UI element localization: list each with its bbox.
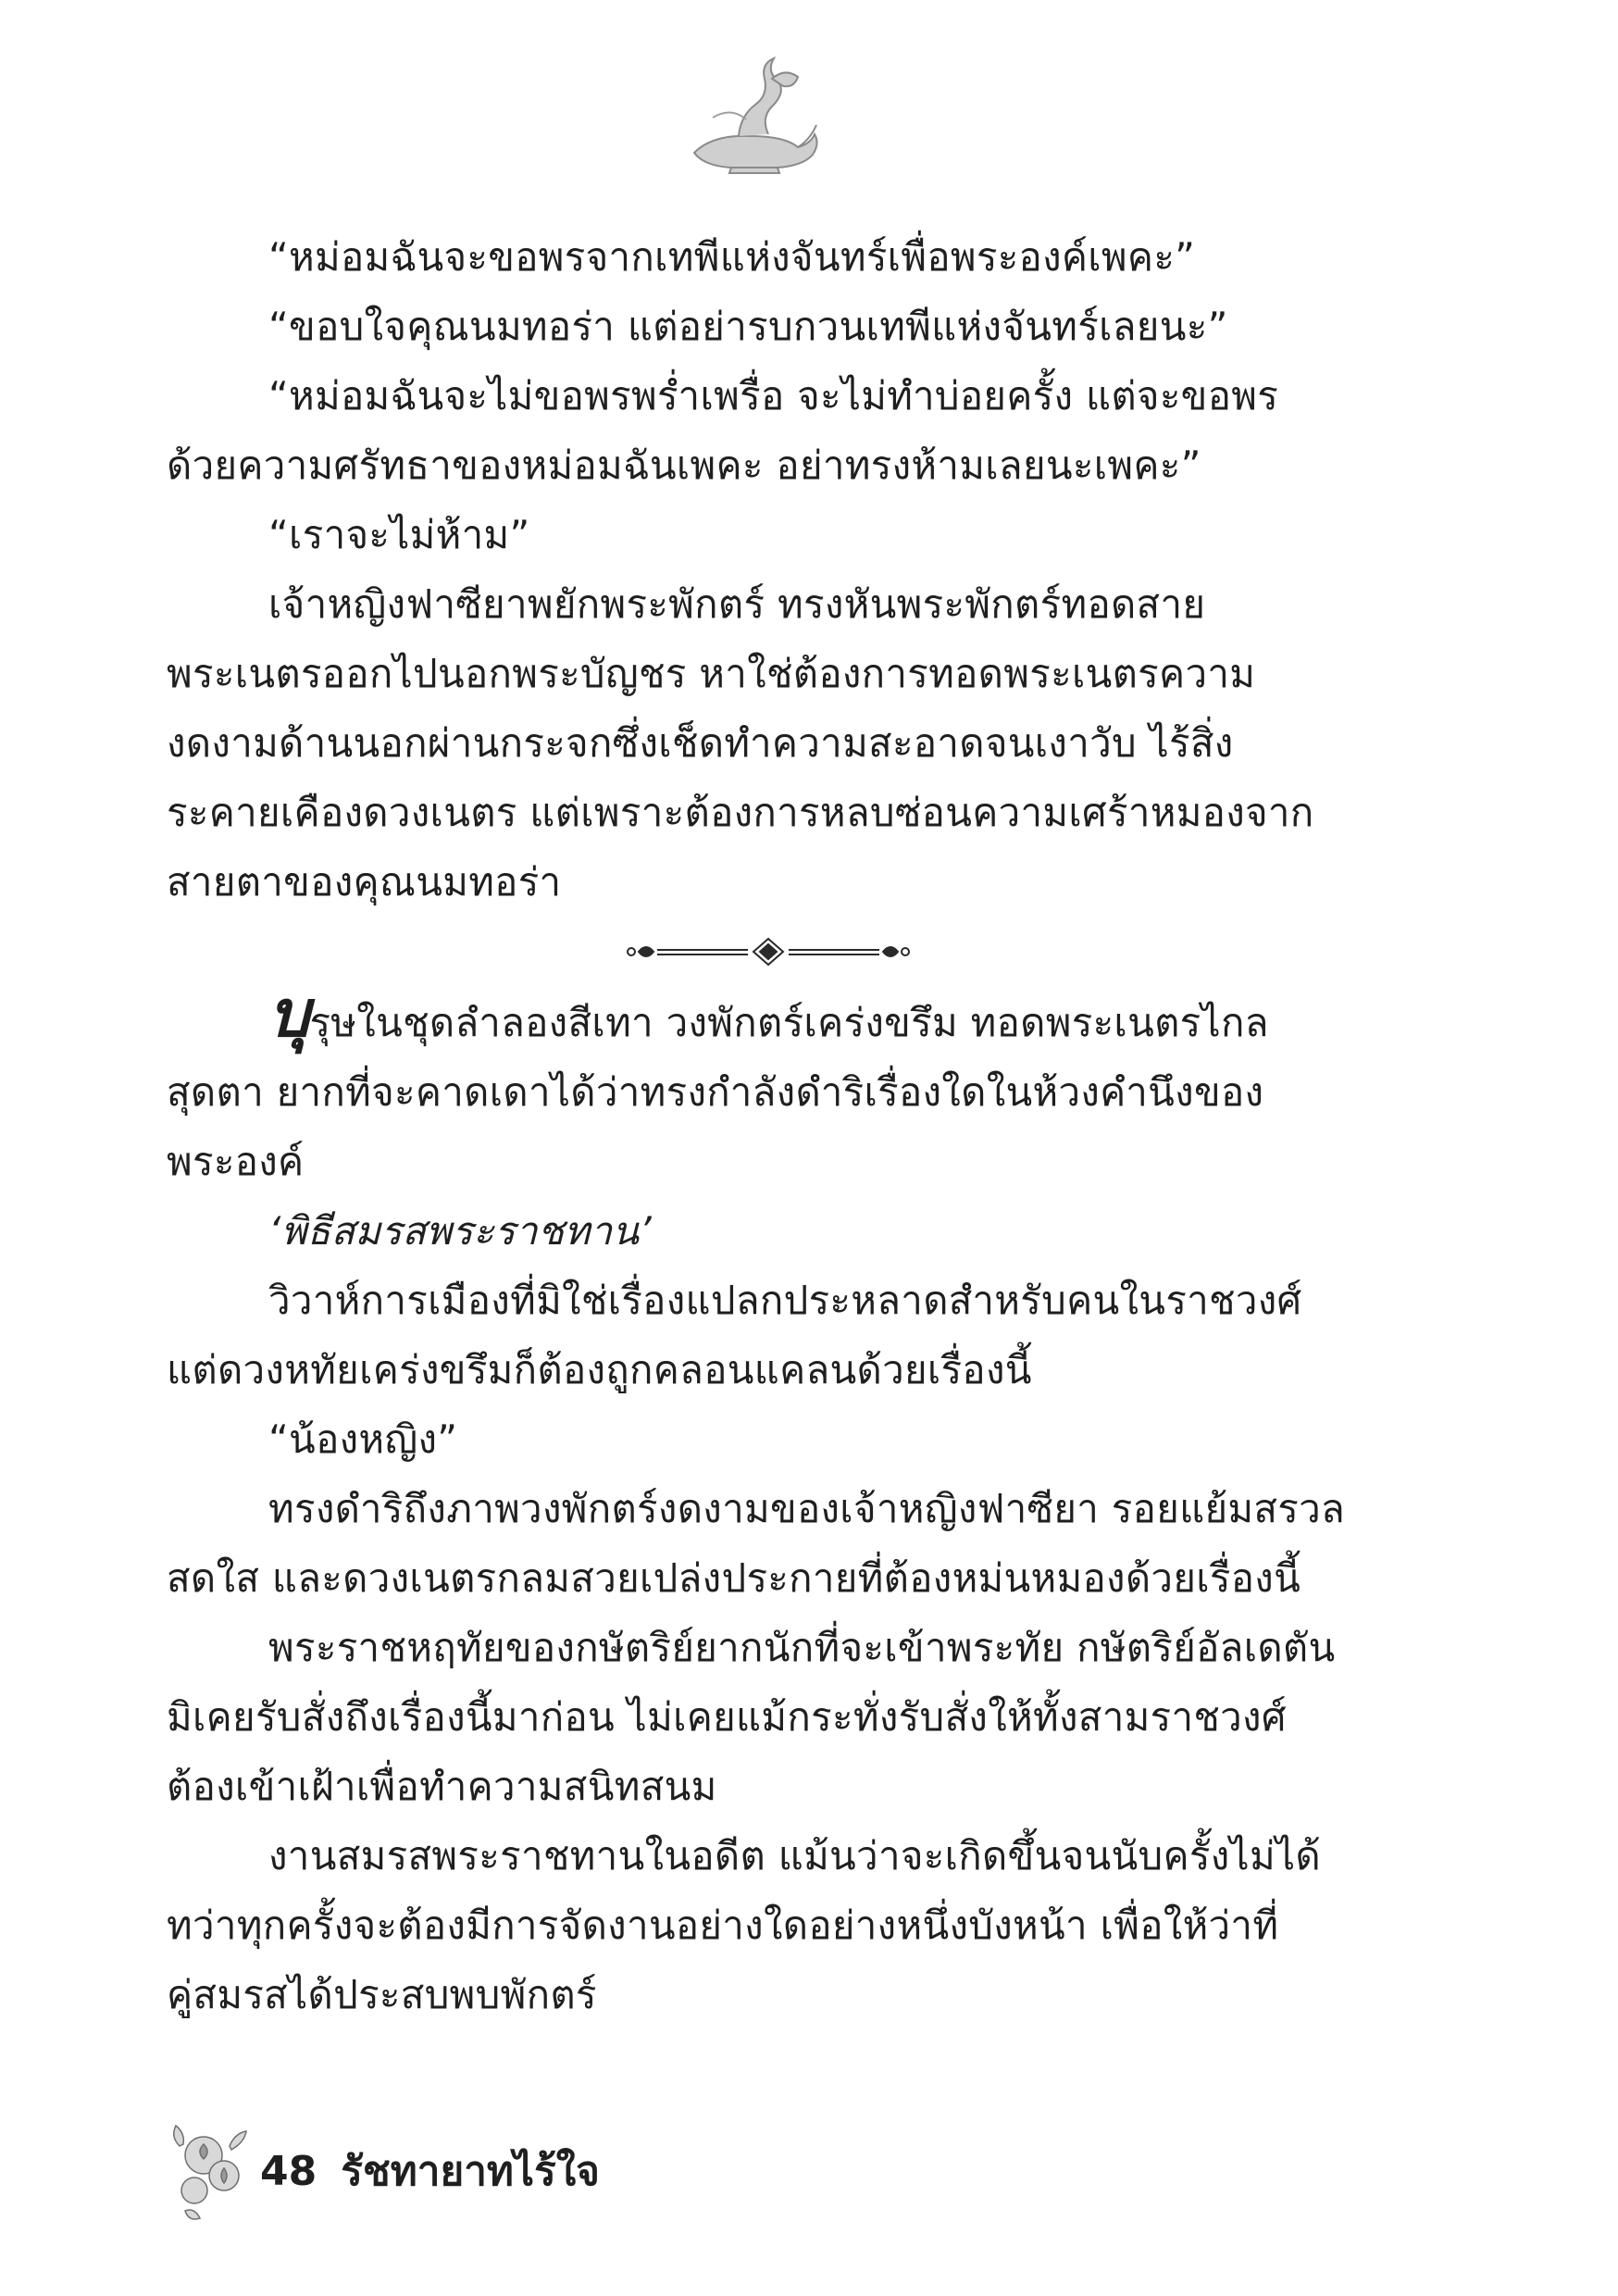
genie-lamp-icon (676, 51, 824, 176)
text-line: ด้วยความศรัทธาของหม่อมฉันเพคะ อย่าทรงห้ามเลยนะเพคะ” (167, 443, 1201, 488)
scene-divider (167, 917, 1370, 986)
text-line: ทว่าทุกครั้งจะต้องมีการจัดงานอย่างใดอย่างหนึ่งบังหน้า เพื่อให้ว่าที่ (167, 1903, 1279, 1948)
text-line: เจ้าหญิงฟาซียาพยักพระพักตร์ ทรงหันพระพักตร์ทอดสาย (268, 581, 1206, 627)
text-line: “หม่อมฉันจะไม่ขอพรพร่ำเพรื่อ จะไม่ทำบ่อยครั้ง แต่จะขอพร (268, 373, 1279, 418)
text-line: “น้องหญิง” (268, 1416, 458, 1462)
book-title: รัชทายาทไร้ใจ (341, 2148, 600, 2195)
drop-cap: บุ (268, 976, 310, 1052)
text-line: ต้องเข้าเฝ้าเพื่อทำความสนิทสนม (167, 1764, 717, 1809)
text-line: “เราจะไม่ห้าม” (268, 512, 530, 557)
text-line: คู่สมรสได้ประสบพบพักตร์ (167, 1972, 597, 2017)
text-line: ‘พิธีสมรสพระราชทาน’ (268, 1208, 653, 1254)
text-line (167, 976, 1370, 1057)
text-line: งดงามด้านนอกผ่านกระจกซึ่งเช็ดทำความสะอาดจนเงาวับ ไร้สิ่ง (167, 720, 1234, 766)
text-line: “ขอบใจคุณนมทอร่า แต่อย่ารบกวนเทพีแห่งจันทร์เลยนะ” (268, 304, 1228, 349)
scroll-divider-icon (620, 933, 916, 970)
text-line: งานสมรสพระราชทานในอดีต แม้นว่าจะเกิดขึ้นจนนับครั้งไม่ได้ (268, 1833, 1321, 1878)
text-line: พระเนตรออกไปนอกพระบัญชร หาใช่ต้องการทอดพระเนตรความ (167, 651, 1256, 696)
text-line: พระองค์ (167, 1139, 305, 1184)
text-line: พระราชหฤทัยของกษัตริย์ยากนักที่จะเข้าพระทัย กษัตริย์อัลเดตัน (268, 1625, 1336, 1670)
text-line: แต่ดวงหทัยเคร่งขรึมก็ต้องถูกคลอนแคลนด้วยเรื่องนี้ (167, 1347, 1032, 1392)
text-line-rest: รุษในชุดลำลองสีเทา วงพักตร์เคร่งขรึม ทอดพระเนตรไกล (309, 1000, 1269, 1045)
text-line: สุดตา ยากที่จะคาดเดาได้ว่าทรงกำลังดำริเรื่องใดในห้วงคำนึงของ (167, 1069, 1264, 1115)
text-line: ทรงดำริถึงภาพวงพักตร์งดงามของเจ้าหญิงฟาซียา รอยแย้มสรวล (268, 1486, 1346, 1531)
text-line: “หม่อมฉันจะขอพรจากเทพีแห่งจันทร์เพื่อพระองค์เพคะ” (268, 234, 1196, 280)
text-line: มิเคยรับสั่งถึงเรื่องนี้มาก่อน ไม่เคยแม้กระทั่งรับสั่งให้ทั้งสามราชวงศ์ (167, 1694, 1287, 1740)
text-line: สายตาของคุณนมทอร่า (167, 859, 562, 905)
text-line: วิวาห์การเมืองที่มิใช่เรื่องแปลกประหลาดสำหรับคนในราชวงศ์ (268, 1278, 1302, 1323)
body-text (167, 222, 1370, 2029)
page-number: 48 (260, 2147, 317, 2195)
page-footer (167, 2115, 600, 2227)
text-line: สดใส และดวงเนตรกลมสวยเปล่งประกายที่ต้องหม่นหมองด้วยเรื่องนี้ (167, 1555, 1301, 1601)
text-line: ระคายเคืองดวงเนตร แต่เพราะต้องการหลบซ่อนความเศร้าหมองจาก (167, 790, 1314, 835)
rose-bouquet-icon (167, 2118, 255, 2225)
